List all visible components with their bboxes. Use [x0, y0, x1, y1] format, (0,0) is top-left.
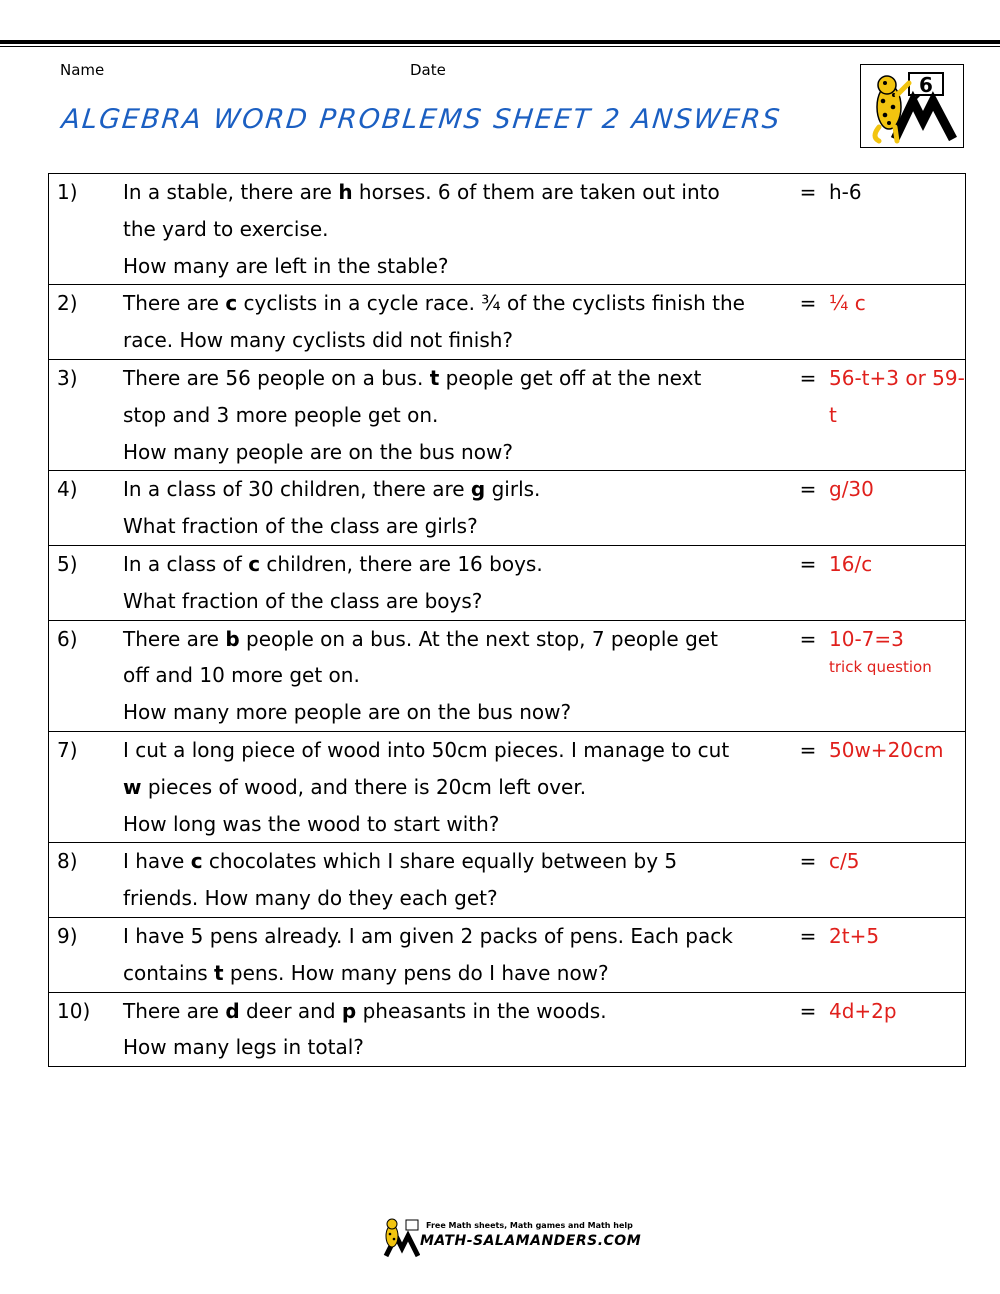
problem-text-segment: There are 56 people on a bus.	[123, 365, 430, 390]
problem-row	[49, 843, 966, 918]
answer-note: trick question	[829, 658, 932, 677]
answer-text: 2t+5	[829, 923, 880, 948]
problem-number: 2)	[49, 285, 124, 360]
equals-sign: =	[791, 620, 825, 731]
problem-row	[49, 917, 966, 992]
footer-tagline: Free Math sheets, Math games and Math help	[426, 1221, 633, 1230]
problem-row	[49, 992, 966, 1067]
problem-text-segment: There are	[123, 998, 226, 1023]
problem-number: 6)	[49, 620, 124, 731]
answer-cell	[825, 285, 966, 360]
problem-row	[49, 620, 966, 731]
answer-cell	[825, 545, 966, 620]
answer-text: 56-t+3 or 59-t	[829, 365, 965, 427]
logo-grade: 6	[919, 73, 933, 97]
problem-row	[49, 471, 966, 546]
answer-text: 10-7=3	[829, 626, 904, 651]
answer-cell	[825, 731, 966, 842]
answer-text: 4d+2p	[829, 998, 897, 1023]
equals-sign: =	[791, 992, 825, 1067]
variable-name: c	[225, 291, 238, 316]
answer-text: 50w+20cm	[829, 737, 944, 762]
problem-text-segment: horses. 6 of them are taken out into	[352, 180, 720, 204]
answer-cell	[825, 917, 966, 992]
answer-text: ¼ c	[829, 291, 866, 316]
top-rule	[0, 40, 1000, 44]
problem-text-segment: off and 10 more get on.	[123, 663, 360, 688]
equals-sign: =	[791, 917, 825, 992]
problem-number: 3)	[49, 359, 124, 470]
top-rule-thin	[0, 46, 1000, 47]
problem-text-segment: How many are left in the stable?	[123, 253, 449, 278]
problem-text-segment: In a class of 30 children, there are	[123, 477, 471, 502]
problem-text-segment: There are	[123, 626, 226, 651]
problem-text-segment: I cut a long piece of wood into 50cm pieces. I manage to cut	[123, 737, 730, 762]
problem-text-segment: children, there are 16 boys.	[260, 551, 543, 576]
variable-name: b	[225, 626, 240, 651]
problem-text	[123, 620, 791, 731]
problem-text	[123, 843, 791, 918]
problem-text-segment: How many people are on the bus now?	[123, 439, 513, 464]
problem-text	[123, 545, 791, 620]
problem-text-segment: I have 5 pens already. I am given 2 packs of pens. Each pack	[123, 923, 733, 948]
variable-name: t	[429, 365, 440, 390]
answer-cell	[825, 843, 966, 918]
problem-text-segment: What fraction of the class are girls?	[123, 514, 478, 539]
answer-cell	[825, 992, 966, 1067]
answer-text: g/30	[829, 477, 874, 502]
date-label: Date	[410, 61, 446, 79]
problem-number: 7)	[49, 731, 124, 842]
problem-text-segment: people get off at the next	[439, 365, 702, 390]
problem-text-segment: How many more people are on the bus now?	[123, 700, 572, 725]
variable-name: t	[214, 960, 224, 985]
answer-cell	[825, 359, 966, 470]
variable-name: h	[338, 180, 353, 204]
footer-salamander-icon	[380, 1218, 420, 1258]
problem-row	[49, 174, 966, 285]
problem-text-segment: How long was the wood to start with?	[123, 811, 500, 836]
name-label: Name	[60, 61, 105, 79]
answer-cell	[825, 174, 966, 285]
problem-row	[49, 731, 966, 842]
variable-name: w	[123, 774, 142, 799]
problem-text-segment: In a stable, there are	[123, 180, 339, 204]
problem-text-segment: race. How many cyclists did not finish?	[123, 328, 514, 353]
problem-text	[123, 471, 791, 546]
problem-text-segment: There are	[123, 291, 226, 316]
problem-text-segment: pieces of wood, and there is 20cm left over.	[141, 774, 587, 799]
variable-name: c	[190, 849, 203, 874]
answer-text: c/5	[829, 849, 860, 874]
variable-name: d	[225, 998, 240, 1023]
problem-text-segment: pheasants in the woods.	[356, 998, 607, 1023]
problem-number: 5)	[49, 545, 124, 620]
problem-row	[49, 545, 966, 620]
problems-table	[48, 173, 966, 1067]
equals-sign: =	[791, 545, 825, 620]
problem-number: 1)	[49, 174, 124, 285]
problem-text	[123, 174, 791, 285]
equals-sign: =	[791, 174, 825, 285]
salamander-logo-icon	[861, 65, 963, 147]
problem-number: 9)	[49, 917, 124, 992]
problem-text-segment: stop and 3 more people get on.	[123, 402, 439, 427]
variable-name: p	[341, 998, 357, 1023]
equals-sign: =	[791, 285, 825, 360]
problem-text	[123, 917, 791, 992]
problem-text-segment: pens. How many pens do I have now?	[223, 960, 609, 985]
problem-text-segment: In a class of	[123, 551, 249, 576]
problem-text-segment: How many legs in total?	[123, 1035, 364, 1060]
equals-sign: =	[791, 471, 825, 546]
footer-logo	[380, 1218, 642, 1258]
problem-number: 10)	[49, 992, 124, 1067]
problem-row	[49, 359, 966, 470]
variable-name: g	[470, 477, 486, 502]
problem-number: 4)	[49, 471, 124, 546]
variable-name: c	[248, 551, 261, 576]
equals-sign: =	[791, 843, 825, 918]
equals-sign: =	[791, 359, 825, 470]
answer-text: h-6	[829, 180, 862, 204]
problem-text	[123, 285, 791, 360]
problem-text-segment: the yard to exercise.	[123, 216, 329, 241]
problem-text-segment: contains	[123, 960, 215, 985]
problem-text-segment: friends. How many do they each get?	[123, 886, 498, 911]
problem-text	[123, 359, 791, 470]
answer-cell	[825, 620, 966, 731]
problem-text-segment: What fraction of the class are boys?	[123, 588, 483, 613]
problem-text-segment: deer and	[239, 998, 342, 1023]
problem-text	[123, 731, 791, 842]
footer-site-link[interactable]: MATH-SALAMANDERS.COM	[420, 1233, 642, 1249]
problem-text-segment: I have	[123, 849, 191, 874]
salamander-logo	[860, 64, 964, 148]
problem-text-segment: girls.	[485, 477, 541, 502]
answer-text: 16/c	[829, 551, 873, 576]
problem-number: 8)	[49, 843, 124, 918]
problem-text-segment: chocolates which I share equally between by 5	[202, 849, 678, 874]
equals-sign: =	[791, 731, 825, 842]
problem-row	[49, 285, 966, 360]
answer-cell	[825, 471, 966, 546]
problem-text-segment: people on a bus. At the next stop, 7 people get	[239, 626, 718, 651]
page-title: ALGEBRA WORD PROBLEMS SHEET 2 ANSWERS	[60, 104, 783, 135]
problem-text-segment: cyclists in a cycle race. ¾ of the cyclists finish the	[237, 291, 745, 316]
problem-text	[123, 992, 791, 1067]
